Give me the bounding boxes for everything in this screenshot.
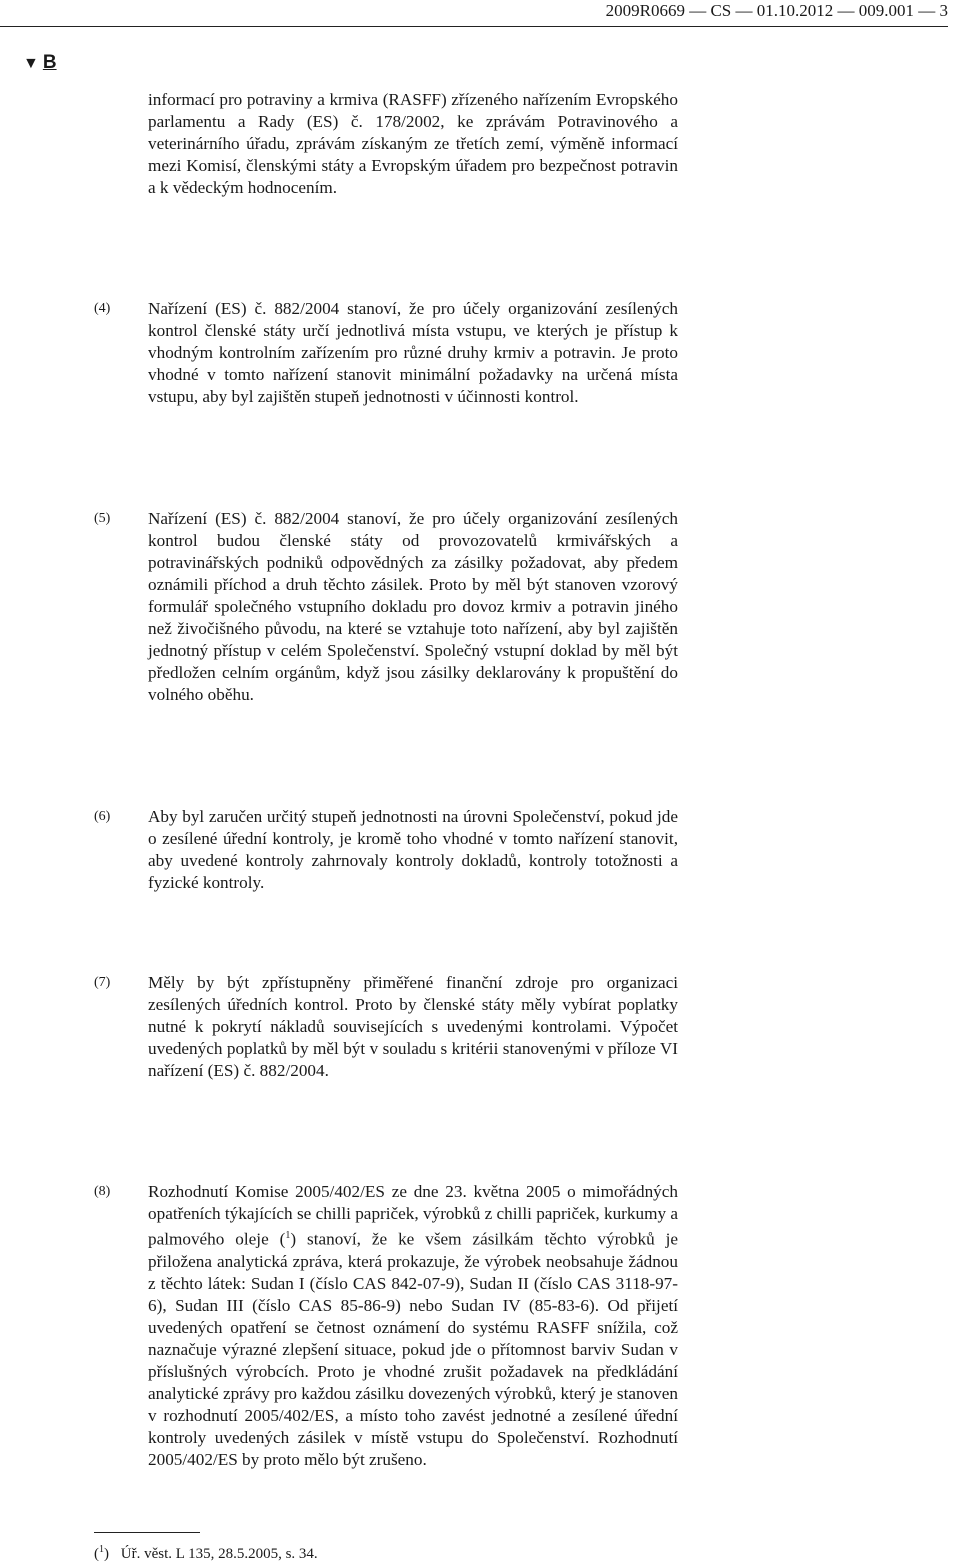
footnote-ref[interactable]: 1 <box>285 1230 291 1241</box>
recital-text: Aby byl zaručen určitý stupeň jednotnosti na úrovni Společenství, pokud jde o zesílené úřední kontroly, je kromě toho vhodné v tomto nařízení stanovit, aby uvedené kontroly zahrnovaly kontroly dokladů, kontroly totožnosti a fyzické kontroly. <box>148 807 678 892</box>
recital-number: (4) <box>94 301 111 316</box>
intro-paragraph: informací pro potraviny a krmiva (RASFF) zřízeného nařízením Evropského parlamentu a Rady (ES) č. 178/2002, ke zprávám Potravinového a veterinárního úřadu, zprávám získaným ze třetích zemí, výměně informací mezi Komisí, členskými státy a Evropským úřadem pro bezpečnost potravin a k vědeckým hodnocením. <box>148 90 678 197</box>
footnote-close-paren: ) <box>104 1546 109 1562</box>
recital-text <box>148 1181 678 1471</box>
recital-text-part: ) stanoví, že ke všem zásilkám těchto výrobků je přiložena analytická zpráva, která prokazuje, že výrobek neobsahuje žádnou z těchto látek: Sudan I (číslo CAS 842-07-9), Sudan II (číslo CAS 3118-97-6), Sudan III (číslo CAS 85-86-9) nebo Sudan IV (85-83-6). Od přijetí uvedených opatření se četnost oznámení do systému RASFF snížila, což naznačuje výrazné zlepšení situace, pokud jde o přítomnost barviv Sudan v příslušných výrobcích. Proto je vhodné zrušit požadavek na předkládání analytické zprávy pro každou zásilku dovezených výrobků, který je stanoven v rozhodnutí 2005/402/ES, a místo toho zavést jednotné a zesílené úřední kontroly uvedených zásilek v místě vstupu do Společenství. Rozhodnutí 2005/402/ES by proto mělo být zrušeno. <box>148 1229 678 1469</box>
footnote-number: 1 <box>99 1544 104 1555</box>
recital-5 <box>94 508 678 706</box>
recital-text: Měly by být zpřístupněny přiměřené finanční zdroje pro organizaci zesílených úředních kontrol. Proto by členské státy měly vybírat poplatky nutné k pokrytí nákladů souvisejících s uvedenými kontrolami. Výpočet uvedených poplatků by měl být v souladu s kritérii stanovenými v příloze VI nařízení (ES) č. 882/2004. <box>148 973 678 1080</box>
recital-4 <box>94 298 678 408</box>
amendment-marker <box>23 52 57 75</box>
triangle-down-icon: ▼ <box>23 55 39 72</box>
footnote-open-paren: ( <box>94 1546 99 1562</box>
recital-text-part: Rozhodnutí Komise 2005/402/ES ze dne 23. května 2005 o mimořádných opatřeních týkajících se chilli papriček, výrobků z chilli papriček, kurkumy a palmového oleje ( <box>148 1182 678 1249</box>
footnote-divider <box>94 1532 200 1533</box>
footnote <box>94 1540 318 1564</box>
recital-text: Nařízení (ES) č. 882/2004 stanoví, že pro účely organizování zesílených kontrol budou členské státy od provozovatelů krmivářských a potravinářských podniků odpovědných za zásilky požadovat, aby předem oznámili příchod a druh těchto zásilek. Proto by měl být stanoven vzorový formulář společného vstupního dokladu pro dovoz krmiv a potravin jiného než živočišného původu, na které se vztahuje toto nařízení, aby byl zajištěn jednotný přístup v celém Společenství. Společný vstupní doklad by měl být předložen celním orgánům, když jsou zásilky deklarovány k propuštění do volného oběhu. <box>148 509 678 704</box>
recital-6 <box>94 806 678 894</box>
marker-label: B <box>42 52 57 73</box>
recital-number: (5) <box>94 511 111 526</box>
recital-number: (6) <box>94 809 111 824</box>
recital-text: Nařízení (ES) č. 882/2004 stanoví, že pro účely organizování zesílených kontrol členské státy určí jednotlivá místa vstupu, ve kterých je přístup k vhodným kontrolním zařízením pro různé druhy krmiv a potravin. Je proto vhodné v tomto nařízení stanovit minimální požadavky na určená místa vstupu, aby byl zajištěn stupeň jednotnosti v účinnosti kontrol. <box>148 299 678 406</box>
recital-number: (7) <box>94 975 111 990</box>
document-reference: 2009R0669 — CS — 01.10.2012 — 009.001 — 3 <box>605 1 948 20</box>
recital-number: (8) <box>94 1184 111 1199</box>
page-header <box>0 0 948 27</box>
recital-8 <box>94 1181 678 1471</box>
footnote-text: Úř. věst. L 135, 28.5.2005, s. 34. <box>120 1546 318 1562</box>
recital-7 <box>94 972 678 1082</box>
